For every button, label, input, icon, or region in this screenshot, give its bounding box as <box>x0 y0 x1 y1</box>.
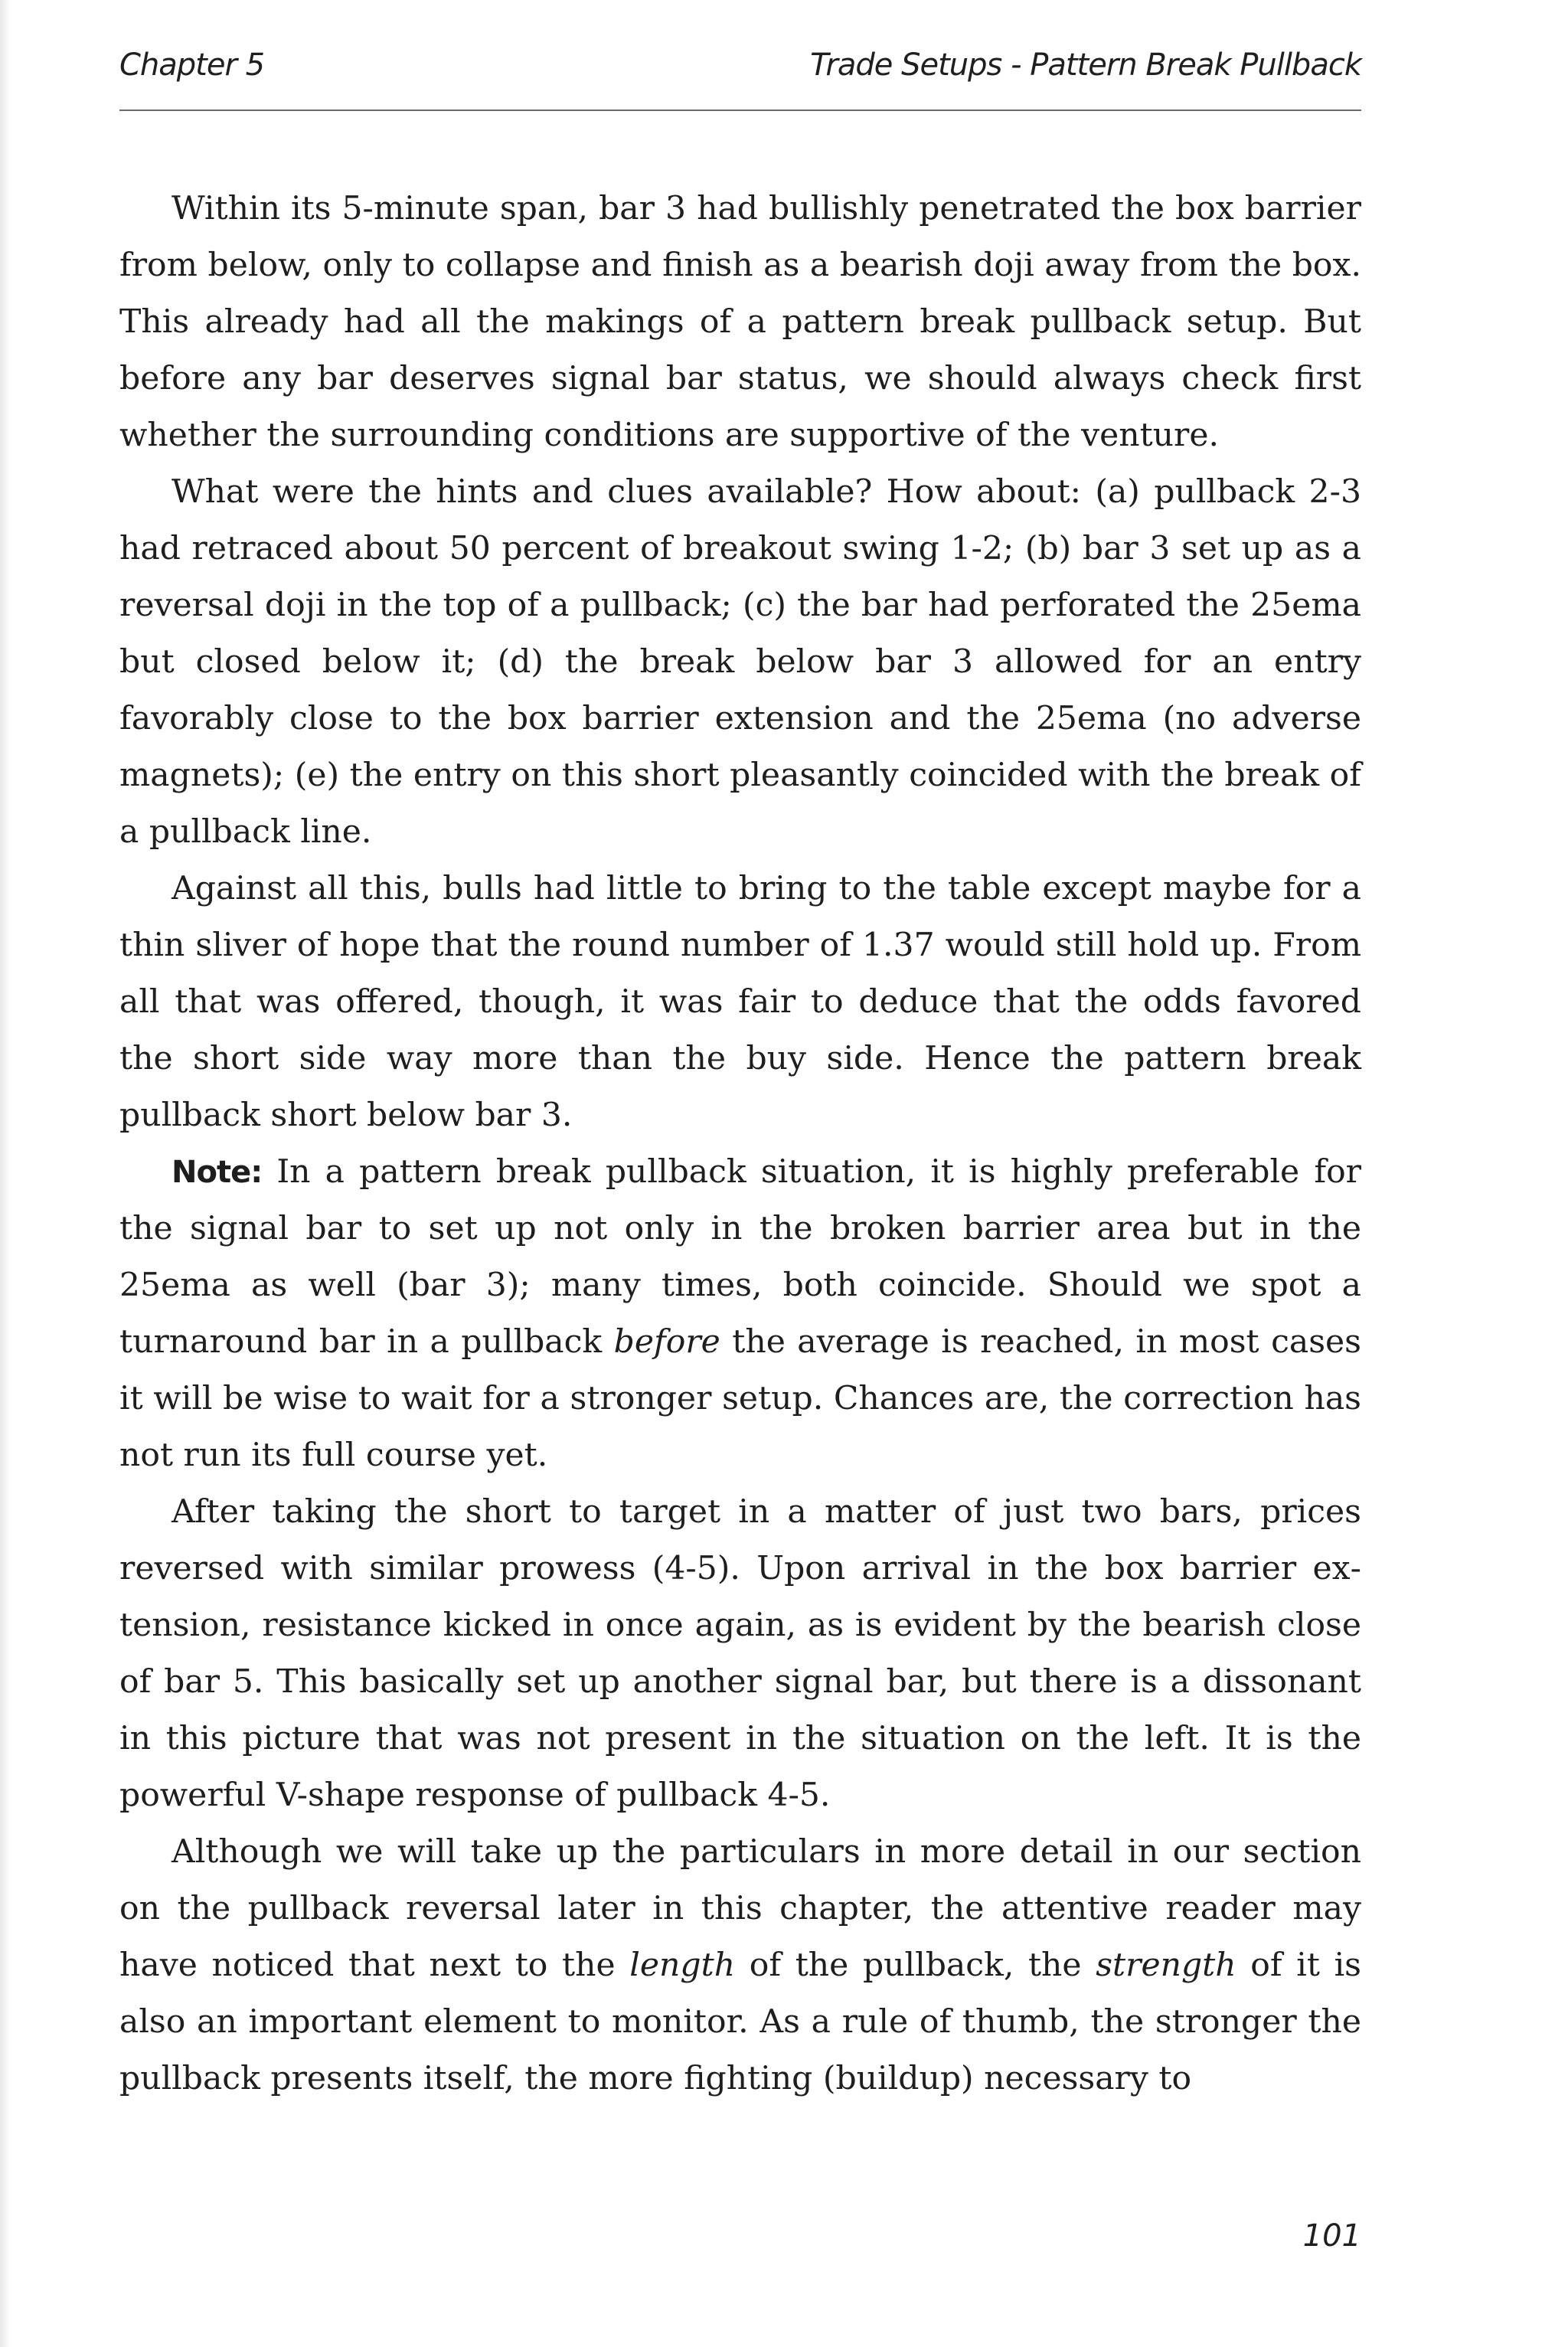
page-edge-shadow <box>0 0 11 2347</box>
paragraph: What were the hints and clues available? How about: (a) pullback 2-3 had retraced about 50 percent of breakout swing 1-2; (b) bar 3 set up as a reversal doji in the top of a pullback; (c) the bar had perforated the 25ema but closed below it; (d) the break below bar 3 allowed for an entry favorably close to the box barrier extension and the 25ema (no adverse magnets); (e) the entry on this short pleasantly coincided with the break of a pullback line. <box>119 473 1361 851</box>
note-text-part: the average is reached, in most cases it will be wise to wait for a stronger setup. Chances are, the correction has not run its full course yet. <box>119 1323 1361 1474</box>
running-header <box>119 47 1361 101</box>
note-label: Note: <box>172 1155 263 1190</box>
emphasis: strength <box>1096 1947 1236 1984</box>
paragraph <box>119 1824 1361 2107</box>
page-number: 101 <box>1302 2218 1361 2254</box>
emphasis: length <box>629 1947 736 1984</box>
note-paragraph <box>119 1144 1361 1484</box>
text-part: of it is also an important element to monitor. As a rule of thumb, the stronger the pullback presents itself, the more fighting (buildup) necessary to <box>119 1947 1361 2097</box>
paragraph: After taking the short to target in a matter of just two bars, prices reversed with similar prowess (4-5). Upon arrival in the box barrier extension, resistance kicked in once again, as is evident by the bearish close of bar 5. This basically set up another signal bar, but there is a dissonant in this picture that was not present in the situation on the left. It is the powerful V-shape response of pullback 4-5. <box>119 1493 1361 1814</box>
body-text <box>119 181 1361 2107</box>
emphasis: before <box>613 1323 720 1361</box>
chapter-label: Chapter 5 <box>119 47 265 83</box>
note-text-part: In a pattern break pullback situation, it is highly preferable for the signal bar to set up not only in the broken barrier area but in the 25ema as well (bar 3); many times, both coincide. Should we spot a turnaround bar in a pullback <box>119 1153 1361 1361</box>
header-rule <box>119 110 1361 111</box>
paragraph: Against all this, bulls had little to bring to the table except maybe for a thin sliver of hope that the round number of 1.37 would still hold up. From all that was offered, though, it was fair to deduce that the odds favored the short side way more than the buy side. Hence the pattern break pullback short below bar 3. <box>119 870 1361 1134</box>
paragraph: Within its 5-minute span, bar 3 had bullishly penetrated the box barrier from below, only to collapse and finish as a bearish doji away from the box. This already had all the makings of a pattern break pullback setup. But before any bar deserves signal bar status, we should always check first whether the surrounding conditions are supportive of the venture. <box>119 190 1361 454</box>
text-part: Although we will take up the particulars in more detail in our section on the pullback reversal later in this chapter, the attentive reader may have noticed that next to the <box>119 1833 1361 1984</box>
section-title: Trade Setups - Pattern Break Pullback <box>810 47 1361 83</box>
text-part: of the pullback, the <box>735 1947 1096 1984</box>
